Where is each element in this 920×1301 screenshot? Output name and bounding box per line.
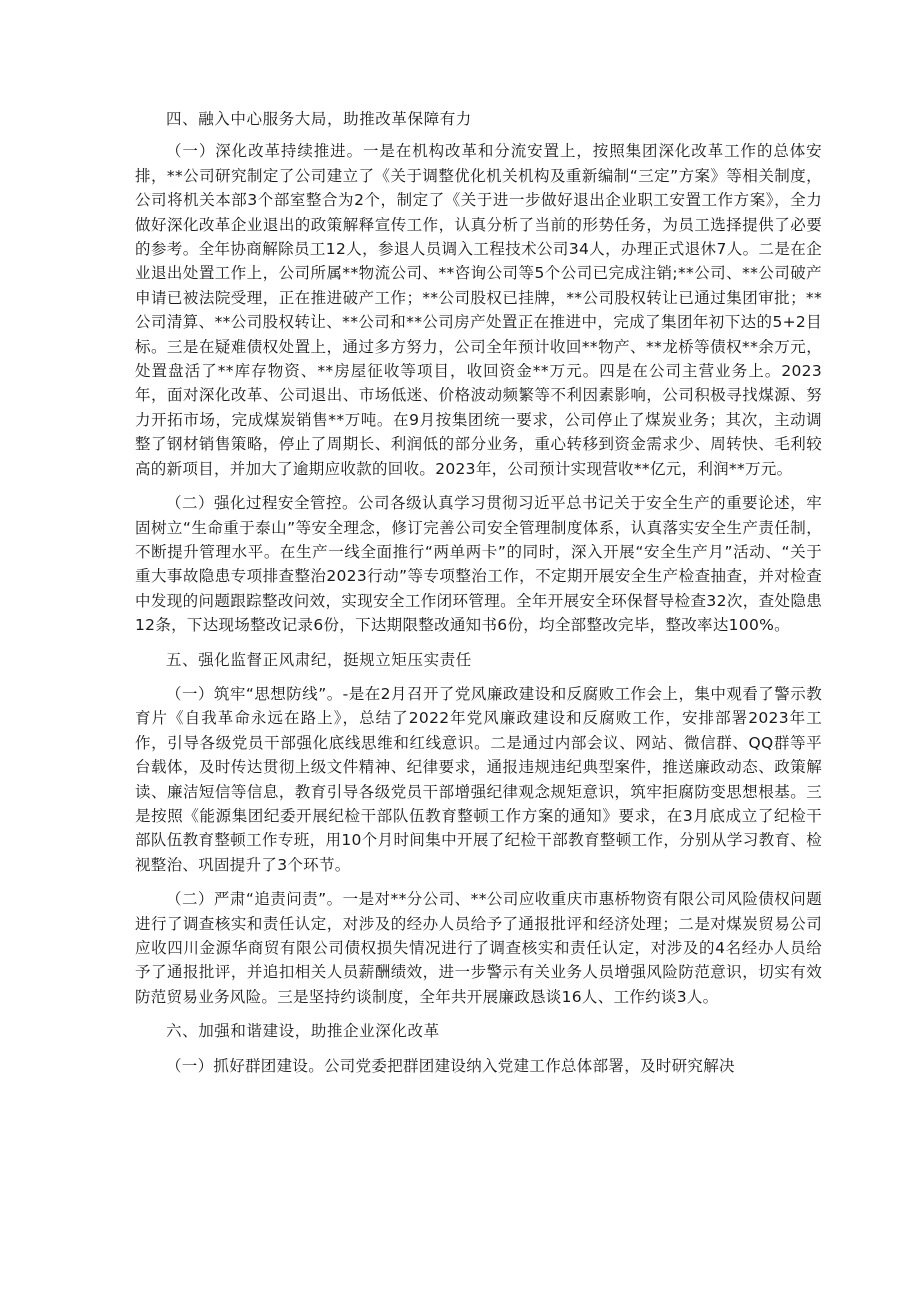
- section-heading-4: 四、融入中心服务大局，助推改革保障有力: [166, 110, 472, 128]
- section-heading-5: 五、强化监督正风肃纪，挺规立矩压实责任: [166, 650, 472, 669]
- paragraph-deepen-reform: （一）深化改革持续推进。一是在机构改革和分流安置上，按照集团深化改革工作的总体安排，**公司研究制定了公司建立了《关于调整优化机关机构及重新编制“三定”方案》等相关制度，公司将机关本部3个部室整合为2个，制定了《关于进一步做好退出企业职工安置工作方案》，全力做好深化改革企业退出的政策解释宣传工作，认真分析了当前的形势任务，为员工选择提供了必要的参考。全年协商解除员工12人，参退人员调入工程技术公司34人，办理正式退休7人。二是在企业退出处置工作上，公司所属**物流公司、**咨询公司等5个公司已完成注销;**公司、**公司破产申请已被法院受理，正在推进破产工作；**公司股权已挂牌，**公司股权转让已通过集团审批；**公司清算、**公司股权转让、**公司和**公司房产处置正在推进中，完成了集团年初下达的5+2目标。三是在疑难债权处置上，通过多方努力，公司全年预计收回**物产、**龙桥等债权**余万元，处置盘活了**库存物资、**房屋征收等项目，收回资金**万元。四是在公司主营业务上。2023年，面对深化改革、公司退出、市场低迷、价格波动频繁等不利因素影响，公司积极寻找煤源、努力开拓市场，完成煤炭销售**万吨。在9月按集团统一要求，公司停止了煤炭业务；其次，主动调整了钢材销售策略，停止了周期长、利润低的部分业务，重心转移到资金需求少、周转快、毛利较高的新项目，并加大了逾期应收款的回收。2023年，公司预计实现营收**亿元，利润**万元。: [135, 142, 822, 478]
- spacer: [135, 481, 822, 491]
- spacer: [135, 638, 822, 648]
- paragraph-mass-organizations: （一）抓好群团建设。公司党委把群团建设纳入党建工作总体部署，及时研究解决: [166, 1056, 735, 1075]
- paragraph-safety-control: （二）强化过程安全管控。公司各级认真学习贯彻习近平总书记关于安全生产的重要论述，牢固树立“生命重于泰山”等安全理念，修订完善公司安全管理制度体系，认真落实安全生产责任制，不断提升管理水平。在生产一线全面推行“两单两卡”的同时，深入开展“安全生产月”活动、“关于重大事故隐患专项排查整治2023行动”等专项整治工作，不定期开展安全生产检查抽查，并对检查中发现的问题跟踪整改问效，实现安全工作闭环管理。全年开展安全环保督导检查32次，查处隐患12条，下达现场整改记录6份，下达期限整改通知书6份，均全部整改完毕，整改率达100%。: [135, 494, 822, 635]
- paragraph-ideological-defense: （一）筑牢“思想防线”。-是在2月召开了党风廉政建设和反腐败工作会上，集中观看了警示教育片《自我革命永远在路上》，总结了2022年党风廉政建设和反腐败工作，安排部署2023年工作，引导各级党员干部强化底线思维和红线意识。二是通过内部会议、网站、微信群、QQ群等平台载体，及时传达贯彻上级文件精神、纪律要求，通报违规违纪典型案件，推送廉政动态、政策解读、廉洁短信等信息，教育引导各级党员干部增强纪律观念规矩意识，筑牢拒腐防变思想根基。三是按照《能源集团纪委开展纪检干部队伍教育整顿工作方案的通知》要求，在3月底成立了纪检干部队伍教育整顿工作专班，用10个月时间集中开展了纪检干部教育整顿工作，分别从学习教育、检视整治、巩固提升了3个环节。: [135, 684, 822, 874]
- spacer: [135, 672, 822, 682]
- paragraph-accountability: （二）严肃“追责问责”。一是对**分公司、**公司应收重庆市惠桥物资有限公司风险债权问题进行了调查核实和责任认定，对涉及的经办人员给予了通报批评和经济处理；二是对煤炭贸易公司应收四川金源华商贸有限公司债权损失情况进行了调查核实和责任认定，对涉及的4名经办人员给予了通报批评，并追扣相关人员薪酬绩效，进一步警示有关业务人员增强风险防范意识，切实有效防范贸易业务风险。三是坚持约谈制度，全年共开展廉政恳谈16人、工作约谈3人。: [135, 890, 822, 1006]
- spacer: [135, 131, 822, 139]
- spacer: [135, 1009, 822, 1019]
- section-heading-6: 六、加强和谐建设，助推企业深化改革: [166, 1022, 440, 1041]
- spacer: [135, 877, 822, 887]
- spacer: [135, 1044, 822, 1054]
